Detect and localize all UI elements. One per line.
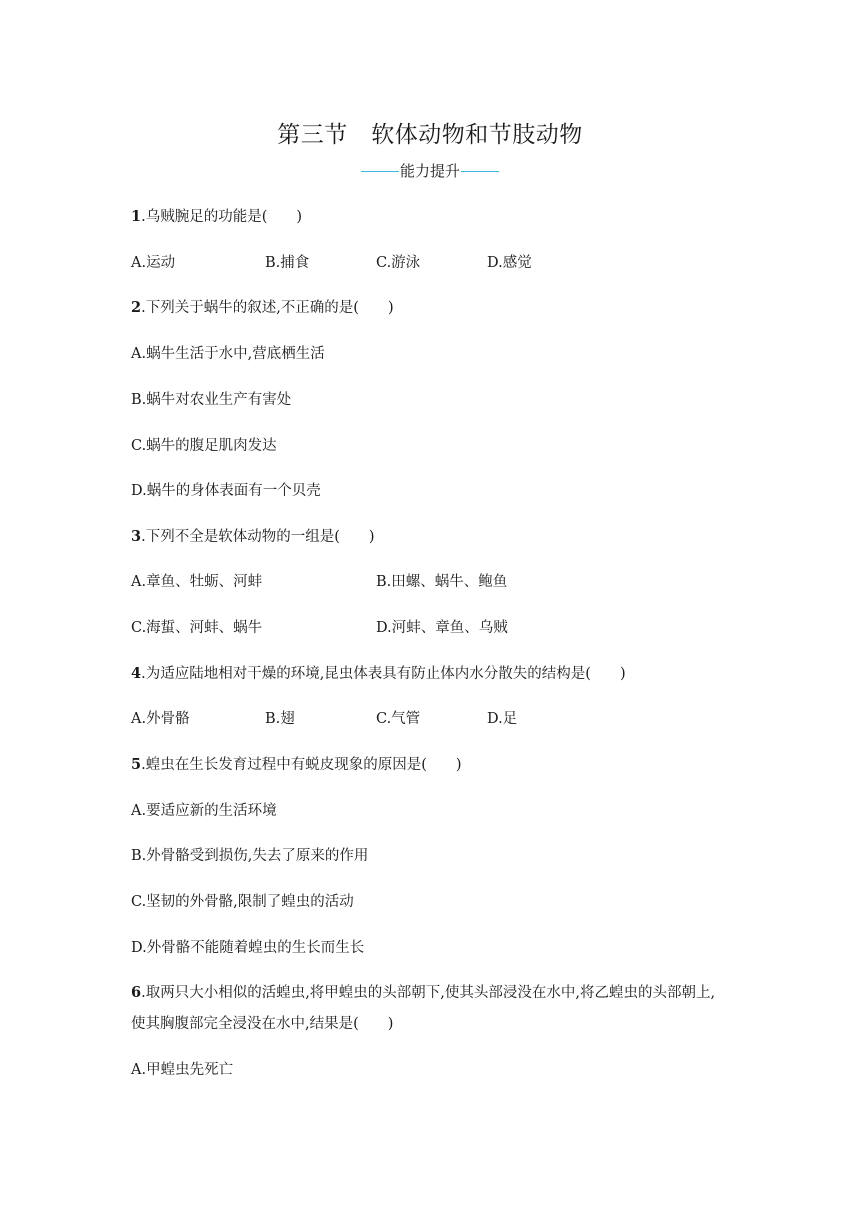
- question-1-stem: [131, 207, 302, 227]
- question-4-option-c: C.气管: [376, 711, 421, 727]
- question-number: 4: [131, 665, 142, 682]
- question-5-option-a: A.要适应新的生活环境: [131, 803, 277, 819]
- question-5-option-c: C.坚韧的外骨骼,限制了蝗虫的活动: [131, 894, 354, 910]
- question-1-option-b: B.捕食: [265, 255, 310, 271]
- question-text: .为适应陆地相对干燥的环境,昆虫体表具有防止体内水分散失的结构是( ): [141, 666, 626, 682]
- question-number: 6: [131, 984, 142, 1001]
- question-3-stem: [131, 527, 375, 547]
- question-number: 5: [131, 756, 142, 773]
- question-3-option-c: C.海蜇、河蚌、蜗牛: [131, 620, 263, 636]
- section-subtitle: [0, 160, 860, 181]
- question-4-stem: [131, 664, 626, 684]
- question-4-option-a: A.外骨骼: [131, 711, 190, 727]
- subtitle-left-rule: [361, 171, 399, 172]
- question-2-stem: [131, 298, 394, 318]
- question-2-option-c: C.蜗牛的腹足肌肉发达: [131, 438, 277, 454]
- question-3-option-a: A.章鱼、牡蛎、河蚌: [131, 574, 263, 590]
- question-text: .乌贼腕足的功能是( ): [141, 209, 303, 225]
- question-text: .取两只大小相似的活蝗虫,将甲蝗虫的头部朝下,使其头部浸没在水中,将乙蝗虫的头部朝上,: [141, 985, 716, 1001]
- question-number: 2: [131, 299, 142, 316]
- question-5-option-d: D.外骨骼不能随着蝗虫的生长而生长: [131, 940, 365, 956]
- question-1-option-d: D.感觉: [487, 255, 532, 271]
- question-2-option-a: A.蜗牛生活于水中,营底栖生活: [131, 346, 325, 362]
- question-1-option-a: A.运动: [131, 255, 176, 271]
- question-2-option-b: B.蜗牛对农业生产有害处: [131, 392, 292, 408]
- question-6-option-a: A.甲蝗虫先死亡: [131, 1062, 234, 1078]
- question-2-option-d: D.蜗牛的身体表面有一个贝壳: [131, 483, 321, 499]
- question-text: .蝗虫在生长发育过程中有蜕皮现象的原因是( ): [141, 757, 462, 773]
- question-5-option-b: B.外骨骼受到损伤,失去了原来的作用: [131, 848, 369, 864]
- question-text: .下列不全是软体动物的一组是( ): [141, 529, 375, 545]
- question-4-option-b: B.翅: [265, 711, 295, 727]
- question-text: .下列关于蜗牛的叙述,不正确的是( ): [141, 300, 394, 316]
- question-6-stem-continued: 使其胸腹部完全浸没在水中,结果是( ): [131, 1016, 394, 1032]
- question-3-option-d: D.河蚌、章鱼、乌贼: [376, 620, 508, 636]
- question-1-option-c: C.游泳: [376, 255, 421, 271]
- subtitle-right-rule: [461, 171, 499, 172]
- question-4-option-d: D.足: [487, 711, 518, 727]
- question-number: 1: [131, 208, 142, 225]
- question-number: 3: [131, 528, 142, 545]
- page-title: 第三节 软体动物和节肢动物: [277, 122, 583, 148]
- question-3-option-b: B.田螺、蜗牛、鲍鱼: [376, 574, 508, 590]
- subtitle-text: 能力提升: [399, 162, 460, 180]
- question-6-stem: [131, 983, 715, 1003]
- question-5-stem: [131, 755, 462, 775]
